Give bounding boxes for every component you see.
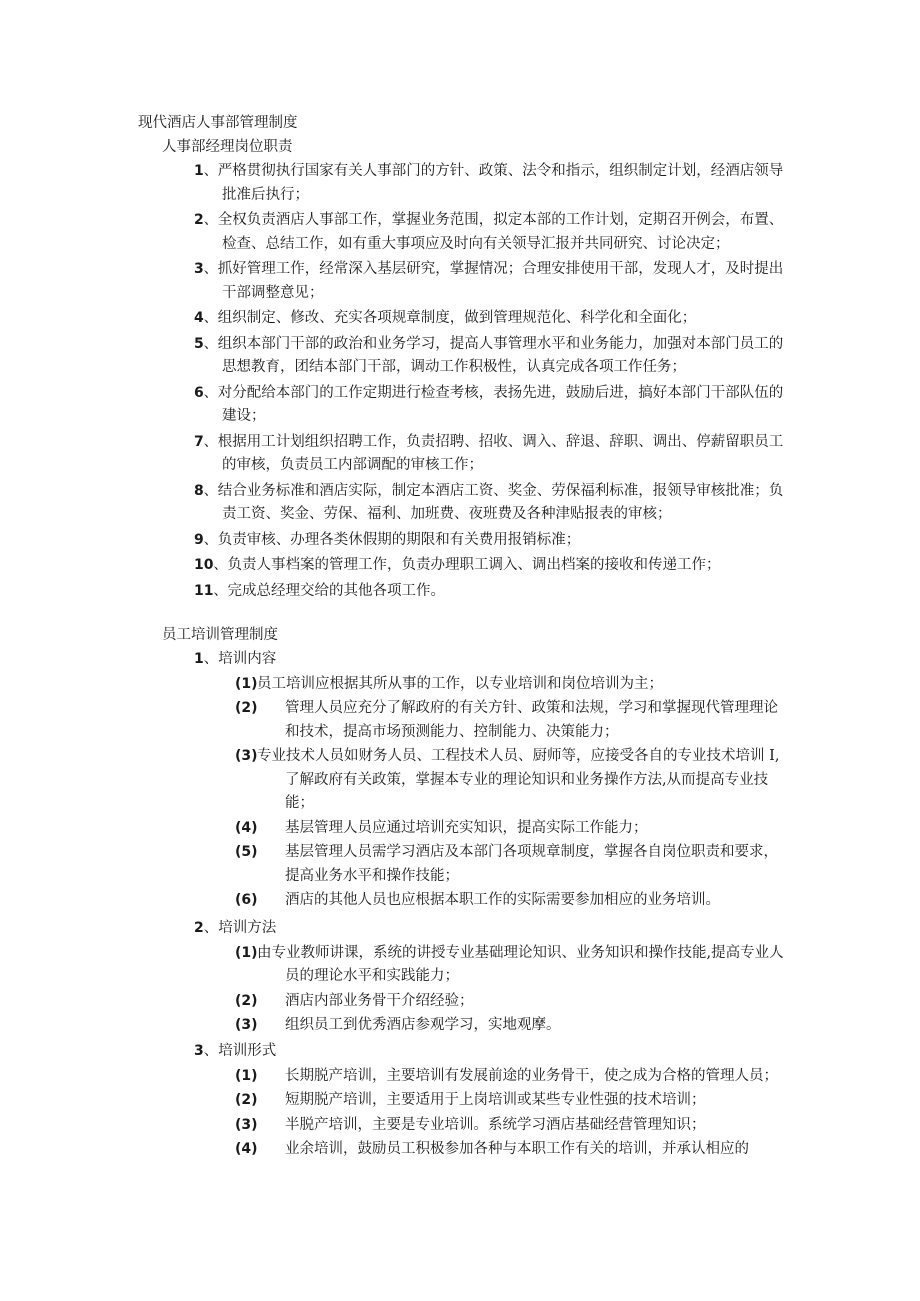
training-content-part (194, 648, 786, 914)
item-number-separator: 、 (203, 531, 218, 548)
item-number-separator: 、 (203, 335, 218, 352)
sub-item-text: 半脱产培训，主要是专业培训。系统学习酒店基础经营管理知识； (285, 1116, 706, 1133)
sub-item-text: 基层管理人员应通过培训充实知识，提高实际工作能力； (285, 819, 648, 836)
list-item (194, 529, 786, 553)
item-number-digit: 6 (194, 384, 204, 401)
part-label: 培训形式 (218, 1043, 277, 1059)
sub-item-number: (3) (235, 748, 258, 764)
sub-item-text: 酒店内部业务骨干介绍经验； (285, 992, 474, 1009)
sub-list-item (194, 673, 786, 697)
sub-list-item (194, 990, 786, 1014)
sub-list-item (194, 942, 786, 989)
item-number (194, 336, 218, 352)
item-number-digit: 5 (194, 335, 204, 352)
item-number-separator: 、 (213, 582, 228, 599)
sub-list-item (194, 745, 786, 816)
sub-item-text: 酒店的其他人员也应根据本职工作的实际需要参加相应的业务培训。 (285, 892, 720, 908)
document-title: 现代酒店人事部管理制度 (138, 115, 298, 131)
item-text: 组织制定、修改、充实各项规章制度，做到管理规范化、科学化和全面化； (217, 310, 697, 326)
item-number (194, 261, 218, 277)
sub-item-text: 组织员工到优秀酒店参观学习，实地观摩。 (285, 1017, 561, 1033)
list-item (194, 258, 786, 305)
sub-item-text: 基层管理人员需学习酒店及本部门各项规章制度，掌握各自岗位职责和要求，提高业务水平和操作技能； (285, 844, 778, 884)
item-number (194, 583, 227, 599)
sub-item-text: 长期脱产培训，主要培训有发展前途的业务骨干，使之成为合格的管理人员； (285, 1067, 778, 1084)
sub-item-number: (2) (235, 1092, 258, 1108)
list-item (194, 307, 786, 331)
item-number-separator: 、 (203, 433, 218, 450)
part-number-digit: 1 (194, 651, 204, 667)
part-heading (194, 648, 786, 672)
item-number-digit: 4 (194, 310, 204, 326)
sub-item-text: 业余培训，鼓励员工积极参加各种与本职工作有关的培训，并承认相应的 (285, 1141, 749, 1157)
sub-item-text: 管理人员应充分了解政府的有关方针、政策和法规，学习和掌握现代管理理论和技术，提高市场预测能力、控制能力、决策能力； (285, 700, 778, 740)
item-number (194, 163, 218, 179)
list-item (194, 480, 786, 527)
part-label: 培训方法 (218, 920, 277, 936)
list-item (194, 554, 786, 578)
item-number-separator: 、 (203, 212, 218, 228)
sub-item-number: (1) (235, 944, 258, 961)
manager-duties-list (194, 160, 786, 605)
part-number-digit: 3 (194, 1043, 204, 1059)
sub-list-item (194, 1065, 786, 1089)
sub-item-number: (2) (235, 992, 258, 1009)
sub-list-item (194, 817, 786, 841)
sub-list-item (194, 1138, 786, 1162)
sub-item-number: (4) (235, 1141, 258, 1157)
item-number-digit: 8 (194, 482, 204, 499)
sub-item-number: (6) (235, 892, 258, 908)
list-item (194, 580, 786, 604)
sub-item-text: 专业技术人员如财务人员、工程技术人员、厨师等，应接受各自的专业技术培训 I,了解政府有关政策，掌握本专业的理论知识和业务操作方法,从而提高专业技能； (257, 748, 780, 811)
sub-item-number: (3) (235, 1017, 258, 1033)
item-text: 负责人事档案的管理工作，负责办理职工调入、调出档案的接收和传递工作； (227, 557, 721, 573)
part-heading (194, 1040, 786, 1064)
sub-list-item (194, 697, 786, 744)
item-text: 抓好管理工作，经常深入基层研究，掌握情况；合理安排使用干部，发现人才，及时提出干部调整意见； (217, 261, 784, 301)
item-text: 组织本部门干部的政治和业务学习，提高人事管理水平和业务能力，加强对本部门员工的思想教育，团结本部门干部，调动工作积极性，认真完成各项工作任务； (217, 335, 784, 375)
item-number-separator: 、 (203, 261, 218, 277)
item-number-digit: 10 (194, 557, 214, 573)
list-item (194, 209, 786, 256)
sub-item-text: 由专业教师讲课，系统的讲授专业基础理论知识、业务知识和操作技能,提高专业人员的理论水平和实践能力； (257, 944, 784, 984)
item-number-separator: 、 (213, 557, 228, 573)
sub-list-item (194, 1089, 786, 1113)
part-label: 培训内容 (218, 651, 277, 667)
item-text: 完成总经理交给的其他各项工作。 (227, 582, 445, 599)
sub-list-item (194, 889, 786, 913)
item-number-separator: 、 (203, 384, 218, 401)
item-number-digit: 3 (194, 261, 204, 277)
sub-item-number: (4) (235, 819, 258, 836)
item-text: 负责审核、办理各类休假期的期限和有关费用报销标准； (217, 531, 581, 548)
part-number-digit: 2 (194, 920, 204, 936)
item-number (194, 385, 218, 401)
section-heading-manager-duties: 人事部经理岗位职责 (162, 139, 293, 155)
item-text: 对分配给本部门的工作定期进行检查考核，表扬先进，鼓励后进，搞好本部门干部队伍的建设； (217, 384, 784, 424)
list-item (194, 382, 786, 429)
sub-list-item (194, 1014, 786, 1038)
sub-list-item (194, 841, 786, 888)
sub-item-number: (1) (235, 1067, 258, 1084)
item-number-digit: 2 (194, 212, 204, 228)
item-text: 全权负责酒店人事部工作，掌握业务范围，拟定本部的工作计划，定期召开例会，布置、检查、总结工作，如有重大事项应及时向有关领导汇报并共同研究、讨论决定； (217, 212, 784, 252)
item-number (194, 557, 227, 573)
sub-item-number: (1) (235, 675, 258, 692)
sub-item-text: 短期脱产培训，主要适用于上岗培训或某些专业性强的技术培训； (285, 1092, 706, 1108)
sub-item-number: (3) (235, 1116, 258, 1133)
list-item (194, 160, 786, 207)
part-number-separator: 、 (203, 1043, 219, 1059)
item-number-digit: 7 (194, 433, 204, 450)
section-heading-training: 员工培训管理制度 (162, 627, 278, 643)
sub-list-item (194, 1114, 786, 1138)
sub-item-text: 员工培训应根据其所从事的工作，以专业培训和岗位培训为主； (257, 675, 663, 692)
sub-item-number: (5) (235, 844, 258, 860)
item-number-digit: 9 (194, 531, 204, 548)
item-number (194, 212, 218, 228)
item-number (194, 483, 218, 499)
item-number-separator: 、 (203, 310, 218, 326)
training-method-part (194, 917, 786, 1039)
item-number-separator: 、 (203, 163, 218, 179)
list-item (194, 333, 786, 380)
training-form-part (194, 1040, 786, 1163)
item-number (194, 434, 218, 450)
list-item (194, 431, 786, 478)
part-number-separator: 、 (203, 920, 219, 936)
item-number-digit: 1 (194, 163, 204, 179)
item-number (194, 310, 218, 326)
part-heading (194, 917, 786, 941)
part-number-separator: 、 (203, 651, 219, 667)
item-text: 根据用工计划组织招聘工作，负责招聘、招收、调入、辞退、辞职、调出、停薪留职员工的审核，负责员工内部调配的审核工作； (217, 433, 784, 473)
item-text: 结合业务标准和酒店实际，制定本酒店工资、奖金、劳保福利标准，报领导审核批准；负责工资、奖金、劳保、福利、加班费、夜班费及各种津贴报表的审核； (217, 482, 784, 522)
sub-item-number: (2) (235, 700, 258, 716)
item-number-digit: 11 (194, 582, 214, 599)
item-number (194, 532, 218, 548)
item-text: 严格贯彻执行国家有关人事部门的方针、政策、法令和指示，组织制定计划，经酒店领导批准后执行； (217, 163, 784, 203)
item-number-separator: 、 (203, 482, 218, 499)
